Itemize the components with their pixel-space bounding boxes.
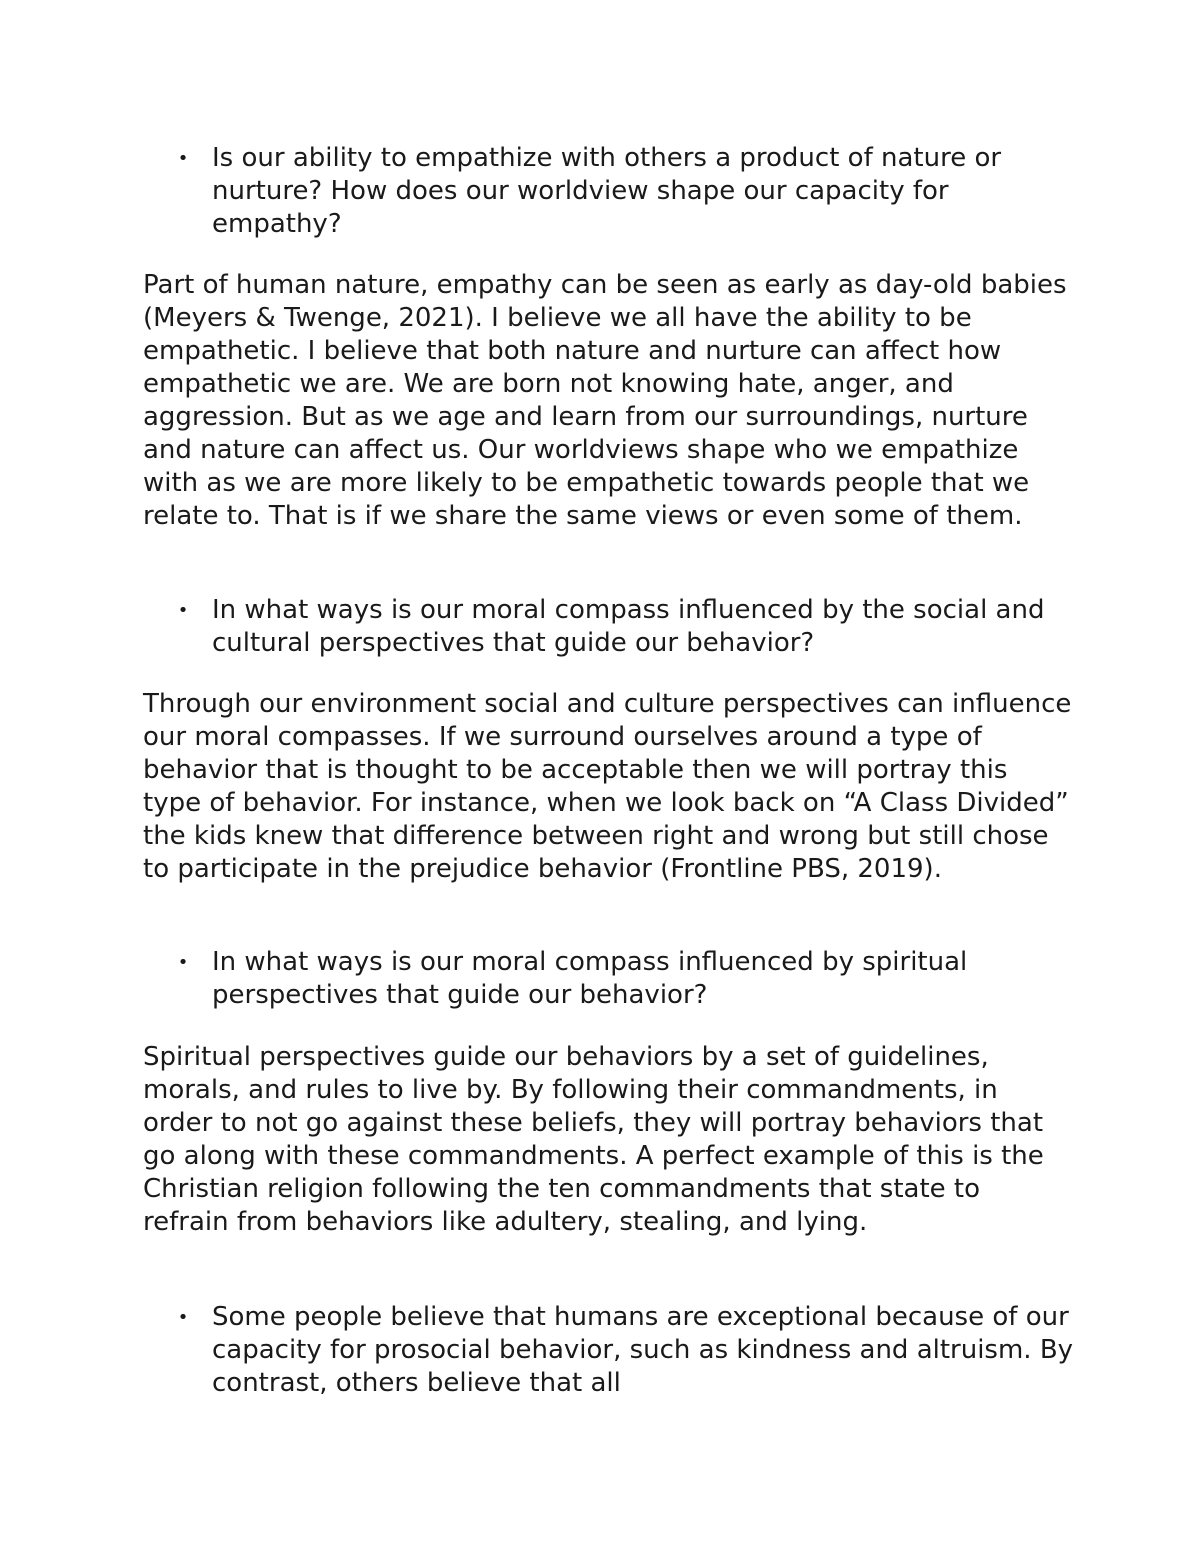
question-text: Some people believe that humans are exceptional because of our capacity for prosocial behavior, such as kindness and altruism. By contrast, others believe that all: [212, 1302, 1074, 1398]
bullet-marker: •: [177, 952, 189, 973]
question-text: Is our ability to empathize with others a product of nature or nurture? How does our worldview shape our capacity for empathy?: [212, 143, 1002, 239]
answer-paragraph-1: Part of human nature, empathy can be seen as early as day-old babies (Meyers & Twenge, 2021). I believe we all have the ability to be empathetic. I believe that both nature and nurture can affect how empathetic we are. We are born not knowing hate, anger, and aggression. But as we age and learn from our surroundings, nurture and nature can affect us. Our worldviews shape who we empathize with as we are more likely to be empathetic towards people that we relate to. That is if we share the same views or even some of them.: [143, 270, 1067, 531]
question-bullet-1: [177, 142, 1082, 241]
question-bullet-4: [177, 1301, 1082, 1400]
bullet-marker: •: [177, 600, 189, 621]
question-bullet-3: [177, 946, 1082, 1012]
answer-paragraph-3: Spiritual perspectives guide our behaviors by a set of guidelines, morals, and rules to live by. By following their commandments, in order to not go against these beliefs, they will portray behaviors that go along with these commandments. A perfect example of this is the Christian religion following the ten commandments that state to refrain from behaviors like adultery, stealing, and lying.: [143, 1042, 1044, 1237]
question-text: In what ways is our moral compass influenced by the social and cultural perspectives that guide our behavior?: [212, 595, 1045, 658]
bullet-marker: •: [177, 1307, 189, 1328]
bullet-marker: •: [177, 148, 189, 169]
answer-paragraph-2: Through our environment social and culture perspectives can influence our moral compasses. If we surround ourselves around a type of behavior that is thought to be acceptable then we will portray this type of behavior. For instance, when we look back on “A Class Divided” the kids knew that difference between right and wrong but still chose to participate in the prejudice behavior (Frontline PBS, 2019).: [143, 689, 1072, 884]
question-bullet-2: [177, 594, 1082, 660]
question-text: In what ways is our moral compass influenced by spiritual perspectives that guide our behavior?: [212, 947, 968, 1010]
